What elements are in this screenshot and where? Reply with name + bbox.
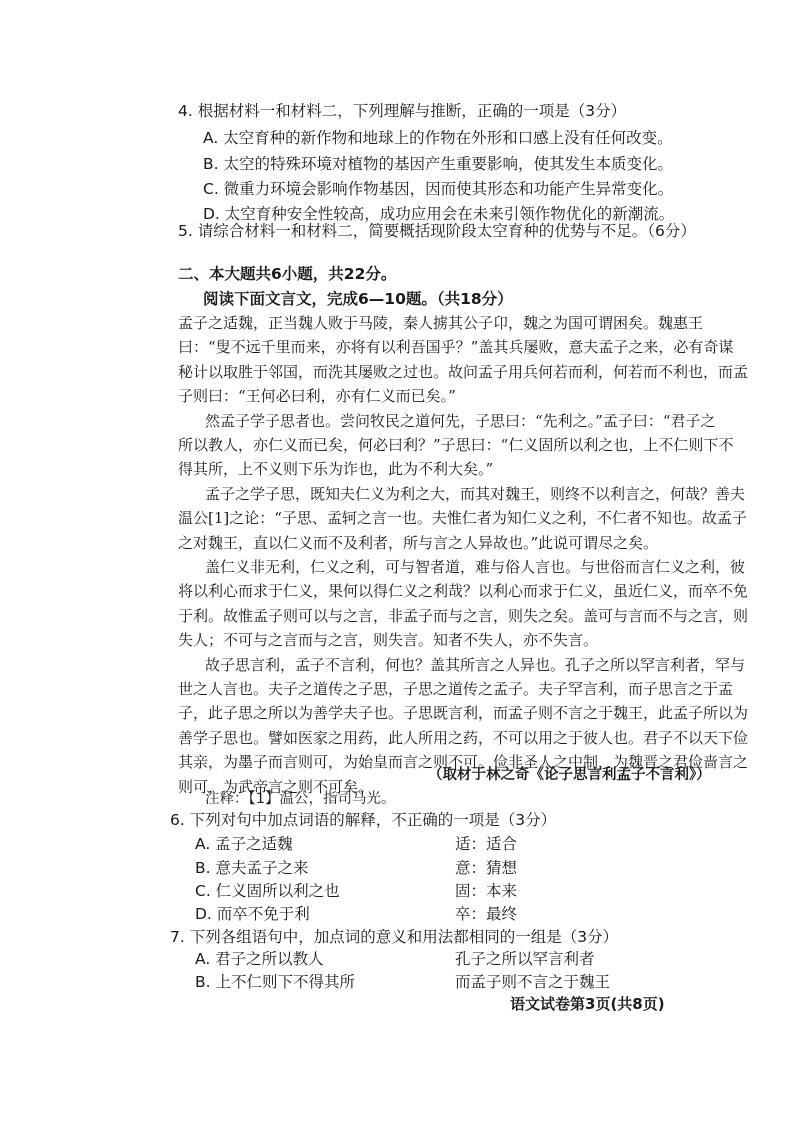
passage-line: 失人；不可与之言而与之言，则失言。知者不失人，亦不失言。	[178, 631, 599, 650]
passage-source: （取材于林之奇《论子思言利孟子不言利》）	[428, 767, 711, 783]
passage-line: 盖仁义非无利，仁义之利，可与智者道，难与俗人言也。与世俗而言仁义之利，彼	[205, 558, 746, 576]
q5-stem: 5. 请综合材料一和材料二，简要概括现阶段太空育种的优势与不足。（6分）	[178, 222, 696, 240]
passage-line: 则可，为武帝言之则不可矣。	[178, 777, 374, 796]
page-footer: 语文试卷第3页(共8页)	[510, 995, 665, 1013]
passage-line: 子则曰：“王何必曰利，亦有仁义而已矣。”	[178, 387, 456, 406]
q4-option-a: A. 太空育种的新作物和地球上的作物在外形和口感上没有任何改变。	[203, 129, 673, 147]
q6-option-b-gloss: 意：猜想	[455, 859, 518, 877]
passage-line: 之对魏王，直以仁义而不及利者，所与言之人异故也。”此说可谓尽之矣。	[178, 533, 659, 552]
passage-note: 注释：【1】温公，指司马光。	[205, 791, 396, 807]
q6-option-a-gloss: 适：适合	[455, 835, 518, 853]
q7-option-b-right: 而孟子则不言之于魏王	[455, 973, 611, 991]
passage-line: 所以教人，亦仁义而已矣，何必曰利？”子思曰：“仁义固所以利之也，上不仁则下不	[178, 436, 734, 454]
passage-line: 得其所，上不义则下乐为诈也，此为不利大矣。”	[178, 460, 494, 479]
passage-line: 然孟子学子思者也。尝问牧民之道何先，子思曰：“先利之。”孟子曰：“君子之	[205, 411, 716, 430]
section-2-instruction: 阅读下面文言文，完成6—10题。（共18分）	[203, 290, 513, 308]
passage-line: 孟子之适魏，正当魏人败于马陵，秦人掳其公子卬，魏之为国可谓困矣。魏惠王	[178, 314, 704, 332]
section-2-title: 二、本大题共6小题，共22分。	[178, 265, 397, 283]
q6-option-d-gloss: 卒：最终	[455, 905, 518, 923]
q6-option-b: B. 意夫孟子之来	[195, 859, 309, 877]
q4-stem: 4. 根据材料一和材料二，下列理解与推断，正确的一项是（3分）	[178, 102, 627, 120]
q4-option-b: B. 太空的特殊环境对植物的基因产生重要影响，使其发生本质变化。	[203, 155, 673, 173]
q7-option-b-left: B. 上不仁则下不得其所	[195, 973, 355, 991]
passage-line: 孟子之学子思，既知夫仁义为利之大，而其对魏王，则终不以利言之，何哉？善夫	[205, 484, 746, 503]
passage-line: 将以利心而求于仁义，果何以得仁义之利哉？以利心而求于仁义，虽近仁义，而卒不免	[178, 582, 749, 601]
q6-option-c-gloss: 固：本来	[455, 882, 518, 900]
q6-option-a: A. 孟子之适魏	[195, 835, 293, 853]
passage-line: 善学子思也。譬如医家之用药，此人所用之药，不可以用之于彼人也。君子不以天下俭	[178, 728, 749, 747]
q7-option-a-left: A. 君子之所以教人	[195, 950, 324, 968]
passage-line: 子，此子思之所以为善学夫子也。子思既言利，而孟子则不言之于魏王，此孟子所以为	[178, 704, 749, 723]
passage-line: 温公[1]之论：“子思、孟轲之言一也。夫惟仁者为知仁义之利，不仁者不知也。故孟子	[178, 509, 747, 528]
q6-stem: 6. 下列对句中加点词语的解释，不正确的一项是（3分）	[170, 811, 557, 829]
q7-stem: 7. 下列各组语句中，加点词的意义和用法都相同的一组是（3分）	[170, 928, 619, 946]
q4-option-c: C. 微重力环境会影响作物基因，因而使其形态和功能产生异常变化。	[203, 180, 674, 198]
q6-option-c: C. 仁义固所以利之也	[195, 882, 340, 900]
q6-option-d: D. 而卒不免于利	[195, 905, 310, 923]
q7-option-a-right: 孔子之所以罕言利者	[455, 950, 595, 968]
passage-line: 故子思言利，孟子不言利，何也？盖其所言之人异也。孔子之所以罕言利者，罕与	[205, 655, 746, 674]
passage-line: 曰：“叟不远千里而来，亦将有以利吾国乎？”盖其兵屡败，意夫孟子之来，必有奇谋	[178, 338, 734, 357]
passage-line: 秘计以取胜于邻国，而洗其屡败之过也。故问孟子用兵何若而利，何若而不利也，而孟	[178, 362, 749, 381]
q4-option-d: D. 太空育种安全性较高，成功应用会在未来引领作物优化的新潮流。	[203, 205, 675, 223]
passage-line: 其亲，为墨子而言则可，为始皇而言之则不可。俭非圣人之中制，为魏晋之君俭啬言之	[178, 753, 749, 772]
passage-line: 于利。故惟孟子则可以与之言，非孟子而与之言，则失之矣。盖可与言而不与之言，则	[178, 606, 749, 625]
passage-line: 世之人言也。夫子之道传之子思，子思之道传之孟子。夫子罕言利，而子思言之于孟	[178, 680, 734, 698]
